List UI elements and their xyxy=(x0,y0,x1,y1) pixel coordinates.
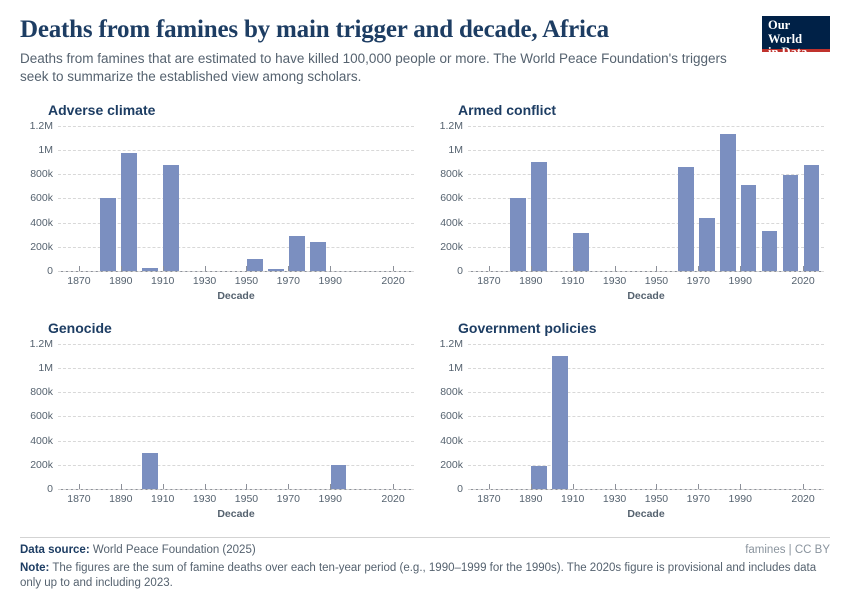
data-source xyxy=(20,544,256,556)
x-axis-tick-label: 1990 xyxy=(318,274,342,287)
bar-series xyxy=(468,126,824,271)
panel-title: Government policies xyxy=(458,319,597,336)
bar[interactable] xyxy=(573,233,589,270)
x-axis-tick-label: 1950 xyxy=(234,492,259,505)
x-axis-title: Decade xyxy=(627,289,665,302)
x-axis xyxy=(468,272,824,288)
bar[interactable] xyxy=(100,198,116,271)
y-axis-tick-label: 400k xyxy=(30,434,53,447)
bar[interactable] xyxy=(762,231,778,271)
bar[interactable] xyxy=(310,242,326,271)
page-title: Deaths from famines by main trigger and decade, Africa xyxy=(20,16,609,43)
x-tick-mark xyxy=(489,484,490,489)
data-source-value: World Peace Foundation (2025) xyxy=(92,543,256,556)
x-axis-tick-label: 1910 xyxy=(151,274,175,287)
bar[interactable] xyxy=(510,198,526,271)
panel-title: Adverse climate xyxy=(48,101,156,118)
license-text[interactable]: famines | CC BY xyxy=(745,543,830,556)
y-axis-tick-label: 800k xyxy=(440,386,463,399)
x-tick-mark xyxy=(288,266,289,271)
x-axis-tick-label: 1990 xyxy=(728,492,752,505)
x-tick-mark xyxy=(740,484,741,489)
bar[interactable] xyxy=(699,218,715,271)
bar[interactable] xyxy=(531,466,547,489)
bar[interactable] xyxy=(121,153,137,271)
x-axis-tick-label: 1990 xyxy=(728,274,752,287)
x-tick-mark xyxy=(573,484,574,489)
x-axis-tick-label: 1970 xyxy=(686,274,711,287)
y-axis-tick-label: 1M xyxy=(448,362,463,375)
bar[interactable] xyxy=(678,167,694,271)
x-tick-mark xyxy=(288,484,289,489)
y-axis-tick-label: 1.2M xyxy=(439,119,463,132)
note-label: Note: xyxy=(20,561,50,574)
footer-divider xyxy=(20,537,830,538)
y-axis-tick-label: 600k xyxy=(440,410,463,423)
y-axis-tick-label: 200k xyxy=(30,458,53,471)
y-axis-tick-label: 800k xyxy=(30,386,53,399)
bar[interactable] xyxy=(720,134,736,271)
x-axis-tick-label: 1930 xyxy=(192,274,217,287)
x-tick-mark xyxy=(531,484,532,489)
bar[interactable] xyxy=(552,356,568,489)
x-tick-mark xyxy=(803,266,804,271)
x-tick-mark xyxy=(615,484,616,489)
chart-panel xyxy=(430,102,830,302)
x-tick-mark xyxy=(656,266,657,271)
x-tick-mark xyxy=(615,266,616,271)
chart-panel xyxy=(20,320,420,520)
logo-line-1: Our World xyxy=(768,18,803,46)
bar[interactable] xyxy=(804,165,820,271)
x-tick-mark xyxy=(121,484,122,489)
x-tick-mark xyxy=(803,484,804,489)
plot-area xyxy=(29,119,414,277)
x-tick-mark xyxy=(246,266,247,271)
x-tick-mark xyxy=(79,484,80,489)
x-axis-tick-label: 1970 xyxy=(276,274,301,287)
y-axis-tick-label: 1M xyxy=(38,144,53,157)
x-tick-mark xyxy=(163,484,164,489)
bar-series xyxy=(58,344,414,489)
bar-series xyxy=(468,344,824,489)
bar-series xyxy=(58,126,414,271)
x-tick-mark xyxy=(740,266,741,271)
x-axis-tick-label: 1890 xyxy=(519,274,543,287)
x-axis-tick-label: 1970 xyxy=(686,492,711,505)
y-axis-tick-label: 1.2M xyxy=(29,337,53,350)
x-tick-mark xyxy=(393,266,394,271)
bar[interactable] xyxy=(142,453,158,489)
x-axis-tick-label: 1890 xyxy=(109,274,133,287)
x-tick-mark xyxy=(573,266,574,271)
bar[interactable] xyxy=(247,259,263,271)
plot-area xyxy=(29,337,414,495)
x-tick-mark xyxy=(489,266,490,271)
x-axis-tick-label: 1930 xyxy=(192,492,217,505)
bar[interactable] xyxy=(331,465,347,489)
x-tick-mark xyxy=(163,266,164,271)
x-tick-mark xyxy=(79,266,80,271)
y-axis-tick-label: 600k xyxy=(30,410,53,423)
chart-panel-grid xyxy=(20,102,830,520)
bar[interactable] xyxy=(531,162,547,271)
bar[interactable] xyxy=(289,236,305,271)
y-axis-tick-label: 1.2M xyxy=(439,337,463,350)
x-axis-tick-label: 1890 xyxy=(109,492,133,505)
x-axis-tick-label: 1950 xyxy=(644,492,669,505)
panel-title: Genocide xyxy=(48,319,112,336)
bar[interactable] xyxy=(268,269,284,271)
bar[interactable] xyxy=(741,185,757,271)
x-axis-tick-label: 1930 xyxy=(602,274,627,287)
y-axis-tick-label: 800k xyxy=(30,168,53,181)
footer-source-row xyxy=(20,544,830,556)
x-axis-tick-label: 2020 xyxy=(791,274,815,287)
x-axis-tick-label: 1910 xyxy=(561,492,585,505)
y-axis-tick-label: 0 xyxy=(47,264,53,277)
x-axis xyxy=(58,272,414,288)
x-axis-tick-label: 1870 xyxy=(477,492,501,505)
x-tick-mark xyxy=(330,266,331,271)
chart-footer xyxy=(20,537,830,592)
chart-header xyxy=(20,16,830,86)
y-axis-tick-label: 0 xyxy=(457,482,463,495)
y-axis-tick-label: 400k xyxy=(440,434,463,447)
y-axis-tick-label: 200k xyxy=(440,240,463,253)
x-axis xyxy=(58,490,414,506)
plot-area xyxy=(439,337,824,495)
y-axis-tick-label: 800k xyxy=(440,168,463,181)
x-axis xyxy=(468,490,824,506)
x-axis-title: Decade xyxy=(217,289,255,302)
y-axis-tick-label: 400k xyxy=(440,216,463,229)
plot-area xyxy=(439,119,824,277)
x-axis-title: Decade xyxy=(627,507,665,520)
bar[interactable] xyxy=(142,268,158,271)
page-subtitle: Deaths from famines that are estimated to have killed 100,000 people or more. The World Peace Foundation's triggers seek to summarize the established view among scholars. xyxy=(20,50,727,84)
x-axis-tick-label: 1910 xyxy=(151,492,175,505)
x-axis-tick-label: 1870 xyxy=(67,492,91,505)
x-tick-mark xyxy=(393,484,394,489)
logo-line-2: in Data xyxy=(768,45,808,59)
bar[interactable] xyxy=(163,165,179,271)
x-axis-tick-label: 1910 xyxy=(561,274,585,287)
y-axis-tick-label: 600k xyxy=(440,192,463,205)
x-axis-tick-label: 2020 xyxy=(791,492,815,505)
x-tick-mark xyxy=(330,484,331,489)
panel-title: Armed conflict xyxy=(458,101,557,118)
x-tick-mark xyxy=(698,266,699,271)
x-tick-mark xyxy=(205,484,206,489)
x-axis-tick-label: 2020 xyxy=(381,492,405,505)
x-axis-tick-label: 1870 xyxy=(477,274,501,287)
x-axis-tick-label: 1890 xyxy=(519,492,543,505)
chart-note xyxy=(20,561,820,592)
chart-panel xyxy=(20,102,420,302)
x-tick-mark xyxy=(246,484,247,489)
x-axis-title: Decade xyxy=(217,507,255,520)
x-tick-mark xyxy=(656,484,657,489)
chart-panel xyxy=(430,320,830,520)
bar[interactable] xyxy=(783,175,799,270)
x-tick-mark xyxy=(121,266,122,271)
y-axis-tick-label: 600k xyxy=(30,192,53,205)
note-value: The figures are the sum of famine deaths over each ten-year period (e.g., 1990–1999 for the 1990s). The 2020s figure is provisional and includes data only up to and including 2023. xyxy=(20,561,817,590)
x-axis-tick-label: 1990 xyxy=(318,492,342,505)
x-axis-tick-label: 2020 xyxy=(381,274,405,287)
x-axis-tick-label: 1930 xyxy=(602,492,627,505)
x-tick-mark xyxy=(531,266,532,271)
y-axis-tick-label: 200k xyxy=(30,240,53,253)
y-axis-tick-label: 0 xyxy=(47,482,53,495)
x-tick-mark xyxy=(205,266,206,271)
y-axis-tick-label: 400k xyxy=(30,216,53,229)
y-axis-tick-label: 1M xyxy=(38,362,53,375)
x-axis-tick-label: 1870 xyxy=(67,274,91,287)
y-axis-tick-label: 200k xyxy=(440,458,463,471)
x-axis-tick-label: 1950 xyxy=(234,274,259,287)
y-axis-tick-label: 1.2M xyxy=(29,119,53,132)
owid-logo[interactable] xyxy=(762,16,830,59)
y-axis-tick-label: 1M xyxy=(448,144,463,157)
y-axis-tick-label: 0 xyxy=(457,264,463,277)
x-axis-tick-label: 1950 xyxy=(644,274,669,287)
x-axis-tick-label: 1970 xyxy=(276,492,301,505)
data-source-label: Data source: xyxy=(20,543,90,556)
x-tick-mark xyxy=(698,484,699,489)
